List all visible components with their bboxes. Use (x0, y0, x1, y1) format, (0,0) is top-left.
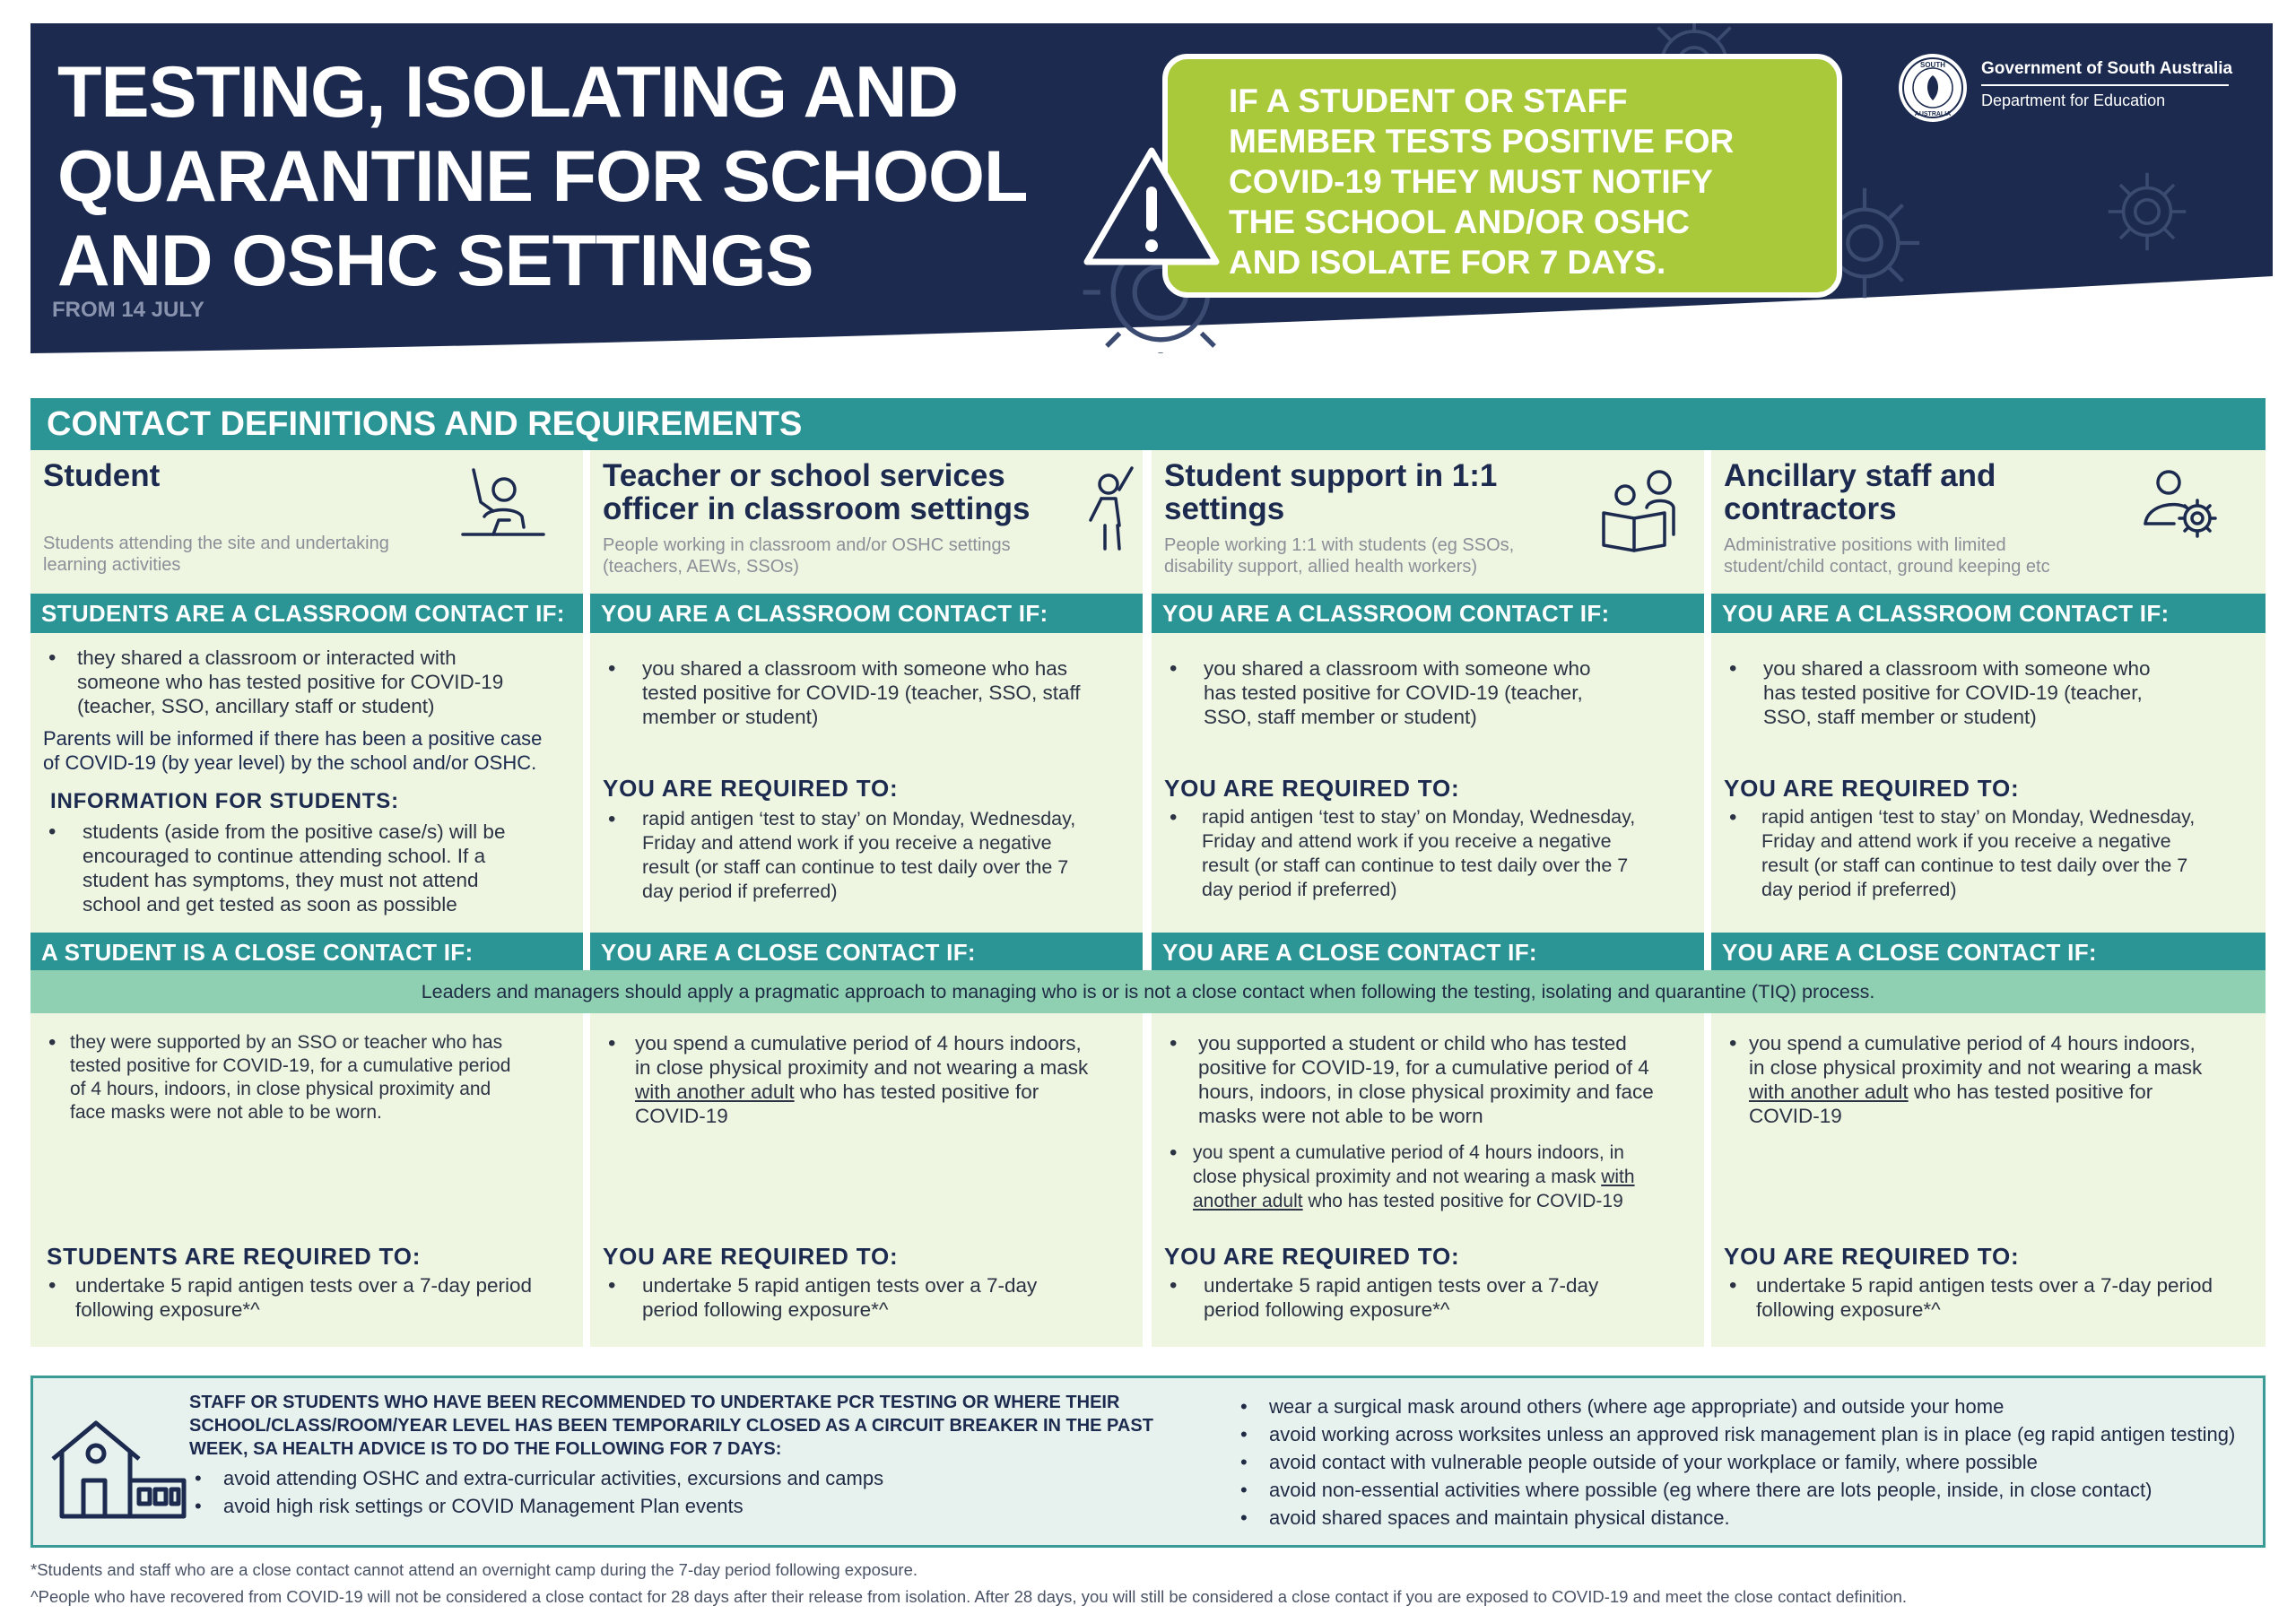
column-title-line: officer in classroom settings (603, 491, 1031, 526)
title-line: AND OSHC SETTINGS (57, 221, 813, 301)
text-line: • you shared a classroom with someone who (1204, 657, 1591, 680)
warning-line: THE SCHOOL AND/OR OSHC (1229, 204, 1690, 240)
text-line: has tested positive for COVID-19 (teacher, (1763, 681, 2143, 704)
close-contact-bar: A STUDENT IS A CLOSE CONTACT IF: (30, 933, 583, 972)
text-line (1749, 1080, 2266, 1104)
required-heading: STUDENTS ARE REQUIRED TO: (47, 1243, 422, 1270)
list-item: • avoid contact with vulnerable people outside of your workplace or family, where possible (1235, 1448, 2235, 1476)
text-line: • undertake 5 rapid antigen tests over a 7-day (642, 1274, 1038, 1297)
advice-list-right (1235, 1393, 2235, 1532)
bullet-list (1152, 656, 1704, 729)
gov-name: Government of South Australia (1981, 59, 2233, 78)
list-item (590, 807, 1143, 904)
warning-callout (1126, 54, 1842, 298)
text-line: • they were supported by an SSO or teacher who has (70, 1032, 503, 1053)
column-title (1724, 459, 1996, 525)
info-heading: INFORMATION FOR STUDENTS: (50, 789, 399, 813)
text-line (635, 1080, 1143, 1104)
classroom-contact-bar: STUDENTS ARE A CLASSROOM CONTACT IF: (30, 594, 583, 633)
text-fragment: who has tested positive for (794, 1081, 1039, 1103)
bullet-list (30, 1031, 583, 1124)
text-line: result (or staff can continue to test daily over the 7 (1202, 855, 1629, 876)
header-banner (30, 23, 2273, 353)
text-fragment: who has tested positive for COVID-19 (1302, 1191, 1623, 1211)
bullet-list (590, 656, 1143, 729)
school-building-icon (46, 1416, 189, 1523)
warning-text (1229, 81, 1830, 282)
warning-line: MEMBER TESTS POSITIVE FOR (1229, 123, 1735, 160)
classroom-contact-bar: YOU ARE A CLASSROOM CONTACT IF: (590, 594, 1143, 633)
column-support (1152, 450, 1704, 1347)
state-seal-graphic (1899, 54, 1967, 122)
bullet-list (30, 1273, 583, 1322)
title-line: TESTING, ISOLATING AND (57, 52, 958, 133)
gear-icon (2093, 158, 2201, 265)
text-line: school and get tested as soon as possible (83, 893, 457, 916)
classroom-contact-bar: YOU ARE A CLASSROOM CONTACT IF: (1152, 594, 1704, 633)
text-line (1193, 1189, 1704, 1213)
column-description (1724, 534, 2050, 577)
footnote-recovered: ^People who have recovered from COVID-19 will not be considered a close contact for 28 days after their release from isolation. After 28 days, you will still be considered a close contact if you are exposed to COVID-19 and meet the close contact definition. (30, 1587, 1908, 1606)
text-line: SSO, staff member or student) (1204, 706, 1477, 728)
list-item (1152, 1031, 1704, 1128)
text-line: member or student) (642, 706, 819, 728)
list-item (1152, 805, 1704, 902)
bullet-list (1152, 805, 1704, 902)
list-item (1152, 1141, 1704, 1213)
student-icon (457, 463, 547, 552)
list-item: • avoid shared spaces and maintain physical distance. (1235, 1504, 2235, 1532)
required-heading: YOU ARE REQUIRED TO: (603, 1243, 899, 1270)
close-contact-bar: YOU ARE A CLOSE CONTACT IF: (1152, 933, 1704, 972)
heading-line: STAFF OR STUDENTS WHO HAVE BEEN RECOMMENDED TO UNDERTAKE PCR TESTING OR WHERE THEIR (189, 1393, 1120, 1412)
list-item: • avoid high risk settings or COVID Management Plan events (189, 1492, 883, 1520)
text-line: masks were not able to be worn (1198, 1105, 1483, 1127)
text-line: (teacher, SSO, ancillary staff or student) (77, 695, 435, 717)
text-line: COVID-19 (635, 1105, 728, 1127)
text-line: • students (aside from the positive case/s) will be (83, 820, 506, 843)
footnote-camp: *Students and staff who are a close contact cannot attend an overnight camp during the 7-day period following exposure. (30, 1560, 918, 1579)
close-contact-bar: YOU ARE A CLOSE CONTACT IF: (1711, 933, 2266, 972)
text-line: • you shared a classroom with someone who (1763, 657, 2151, 680)
text-line: following exposure*^ (75, 1298, 260, 1321)
required-heading: YOU ARE REQUIRED TO: (1164, 1243, 1460, 1270)
text-line: • you shared a classroom with someone who has (642, 657, 1067, 680)
desc-line: (teachers, AEWs, SSOs) (603, 557, 799, 577)
text-line: SSO, staff member or student) (1763, 706, 2037, 728)
column-title-line: Teacher or school services (603, 458, 1005, 493)
column-description (1164, 534, 1514, 577)
underlined-term: another adult (1193, 1191, 1303, 1211)
close-contact-bar: YOU ARE A CLOSE CONTACT IF: (590, 933, 1143, 972)
column-description (43, 533, 389, 576)
column-title (1164, 459, 1497, 525)
list-item: • avoid non-essential activities where possible (eg where there are lots people, inside, in close contact) (1235, 1476, 2235, 1504)
list-item (1711, 1273, 2266, 1322)
text-line: in close physical proximity and not wearing a mask (635, 1056, 1089, 1079)
text-line: Friday and attend work if you receive a negative (642, 832, 1052, 854)
list-item: • avoid working across worksites unless an approved risk management plan is in place (eg rapid antigen testing) (1235, 1420, 2235, 1448)
warning-line: COVID-19 THEY MUST NOTIFY (1229, 163, 1713, 200)
government-logo (1899, 54, 2248, 135)
text-line: someone who has tested positive for COVID-19 (77, 671, 504, 693)
text-line (1193, 1165, 1704, 1189)
text-line: • rapid antigen ‘test to stay’ on Monday, Wednesday, (642, 808, 1076, 829)
bullet-list (590, 1273, 1143, 1322)
text-line: of COVID-19 (by year level) by the school and/or OSHC. (43, 751, 537, 774)
text-line: day period if preferred) (642, 881, 838, 902)
bullet-list (590, 1031, 1143, 1128)
bullet-list (1711, 1273, 2266, 1322)
required-heading: YOU ARE REQUIRED TO: (603, 775, 899, 802)
text-line: hours, indoors, in close physical proximity and face (1198, 1081, 1654, 1103)
text-line: has tested positive for COVID-19 (teacher, (1204, 681, 1583, 704)
column-title-line: contractors (1724, 491, 1897, 526)
svg-text:AUSTRALIA: AUSTRALIA (1914, 111, 1952, 117)
underlined-term: with another adult (635, 1081, 795, 1103)
column-title-line: Student support in 1:1 (1164, 458, 1498, 493)
required-heading: YOU ARE REQUIRED TO: (1164, 775, 1460, 802)
column-title-line: Student (43, 458, 161, 493)
text-fragment: who has tested positive for (1908, 1081, 2153, 1103)
column-title (43, 459, 160, 492)
list-item (1152, 1273, 1704, 1322)
warning-line: IF A STUDENT OR STAFF (1229, 82, 1628, 119)
column-title (603, 459, 1031, 525)
list-item (30, 646, 583, 718)
text-line: day period if preferred) (1761, 879, 1957, 900)
bullet-list (30, 646, 583, 718)
parents-note (43, 726, 542, 775)
text-line: in close physical proximity and not wearing a mask (1749, 1056, 2203, 1079)
underlined-term: with (1601, 1167, 1635, 1187)
list-item (1711, 805, 2266, 902)
text-line: face masks were not able to be worn. (70, 1102, 382, 1123)
text-line: • undertake 5 rapid antigen tests over a 7-day period (75, 1274, 533, 1297)
text-line: COVID-19 (1749, 1105, 1842, 1127)
advice-list-left (189, 1464, 883, 1520)
list-item (1711, 656, 2266, 729)
text-line: • you spent a cumulative period of 4 hours indoors, in (1193, 1142, 1624, 1163)
text-line: • you spend a cumulative period of 4 hours indoors, (1749, 1032, 2196, 1055)
bullet-list (1711, 1031, 2266, 1128)
list-item: • wear a surgical mask around others (where age appropriate) and outside your home (1235, 1393, 2235, 1420)
text-line: • they shared a classroom or interacted with (77, 647, 457, 669)
underlined-term: with another adult (1749, 1081, 1909, 1103)
column-teacher (590, 450, 1143, 1347)
text-line: • rapid antigen ‘test to stay’ on Monday, Wednesday, (1761, 806, 2196, 828)
list-item (590, 1031, 1143, 1128)
bullet-list (30, 820, 583, 916)
column-student (30, 450, 583, 1347)
text-line: • undertake 5 rapid antigen tests over a 7-day period (1756, 1274, 2213, 1297)
column-ancillary (1711, 450, 2266, 1347)
text-line: • you spend a cumulative period of 4 hours indoors, (635, 1032, 1082, 1055)
desc-line: People working in classroom and/or OSHC settings (603, 535, 1011, 555)
page-title (57, 50, 1027, 303)
bullet-list (1152, 1273, 1704, 1322)
text-line: tested positive for COVID-19 (teacher, SSO, staff (642, 681, 1081, 704)
text-line: student has symptoms, they must not attend (83, 869, 479, 891)
text-line: • undertake 5 rapid antigen tests over a 7-day (1204, 1274, 1599, 1297)
column-description (603, 534, 1011, 577)
sa-health-advice-box (30, 1376, 2266, 1548)
desc-line: Students attending the site and undertaking (43, 534, 389, 553)
list-item (30, 820, 583, 916)
text-line: result (or staff can continue to test daily over the 7 (642, 856, 1069, 878)
text-line: result (or staff can continue to test daily over the 7 (1761, 855, 2188, 876)
text-line: • rapid antigen ‘test to stay’ on Monday, Wednesday, (1202, 806, 1636, 828)
list-item: • avoid attending OSHC and extra-curricular activities, excursions and camps (189, 1464, 883, 1492)
bullet-list (590, 807, 1143, 904)
heading-line: WEEK, SA HEALTH ADVICE IS TO DO THE FOLLOWING FOR 7 DAYS: (189, 1439, 782, 1459)
list-item (30, 1031, 583, 1124)
text-line: Parents will be informed if there has been a positive case (43, 727, 543, 750)
desc-line: Administrative positions with limited (1724, 535, 2006, 555)
effective-date: FROM 14 JULY (52, 298, 204, 322)
gov-divider (1981, 84, 2229, 86)
text-line: of 4 hours, indoors, in close physical proximity and (70, 1079, 491, 1099)
required-heading: YOU ARE REQUIRED TO: (1724, 775, 2020, 802)
required-heading: YOU ARE REQUIRED TO: (1724, 1243, 2020, 1270)
text-line: positive for COVID-19, for a cumulative period of 4 (1198, 1056, 1649, 1079)
section-title: CONTACT DEFINITIONS AND REQUIREMENTS (30, 398, 2266, 450)
bullet-list (1152, 1031, 1704, 1213)
text-line: Friday and attend work if you receive a negative (1202, 830, 1612, 852)
list-item (590, 656, 1143, 729)
warning-line: AND ISOLATE FOR 7 DAYS. (1229, 244, 1666, 281)
text-fragment: close physical proximity and not wearing a mask (1193, 1167, 1602, 1187)
support-icon (1595, 463, 1684, 552)
list-item (1711, 1031, 2266, 1128)
advice-heading (189, 1391, 1153, 1461)
heading-line: SCHOOL/CLASS/ROOM/YEAR LEVEL HAS BEEN TEMPORARILY CLOSED AS A CIRCUIT BREAKER IN THE PAST (189, 1416, 1153, 1436)
text-line: tested positive for COVID-19, for a cumulative period (70, 1055, 511, 1076)
list-item (590, 1273, 1143, 1322)
teacher-icon (1069, 463, 1159, 552)
bullet-list (1711, 656, 2266, 729)
leaders-note: Leaders and managers should apply a pragmatic approach to managing who is or is not a close contact when following the testing, isolating and quarantine (TIQ) process. (30, 970, 2266, 1013)
desc-line: disability support, allied health workers) (1164, 557, 1478, 577)
desc-line: student/child contact, ground keeping etc (1724, 557, 2050, 577)
ancillary-icon (2138, 463, 2228, 552)
bullet-list (1711, 805, 2266, 902)
state-seal-icon (1899, 54, 1967, 122)
text-line: period following exposure*^ (1204, 1298, 1450, 1321)
list-item (30, 1273, 583, 1322)
text-line: encouraged to continue attending school. If a (83, 845, 486, 867)
svg-text:SOUTH: SOUTH (1920, 61, 1945, 69)
classroom-contact-bar: YOU ARE A CLASSROOM CONTACT IF: (1711, 594, 2266, 633)
desc-line: People working 1:1 with students (eg SSOs, (1164, 535, 1515, 555)
text-line: • you supported a student or child who has tested (1198, 1032, 1627, 1055)
title-line: QUARANTINE FOR SCHOOL (57, 136, 1028, 217)
column-title-line: Ancillary staff and (1724, 458, 1996, 493)
desc-line: learning activities (43, 555, 181, 575)
text-line: period following exposure*^ (642, 1298, 889, 1321)
warning-icon (1082, 143, 1222, 269)
text-line: Friday and attend work if you receive a negative (1761, 830, 2171, 852)
gov-department: Department for Education (1981, 91, 2166, 109)
column-title-line: settings (1164, 491, 1285, 526)
text-line: day period if preferred) (1202, 879, 1397, 900)
text-line: following exposure*^ (1756, 1298, 1941, 1321)
list-item (1152, 656, 1704, 729)
